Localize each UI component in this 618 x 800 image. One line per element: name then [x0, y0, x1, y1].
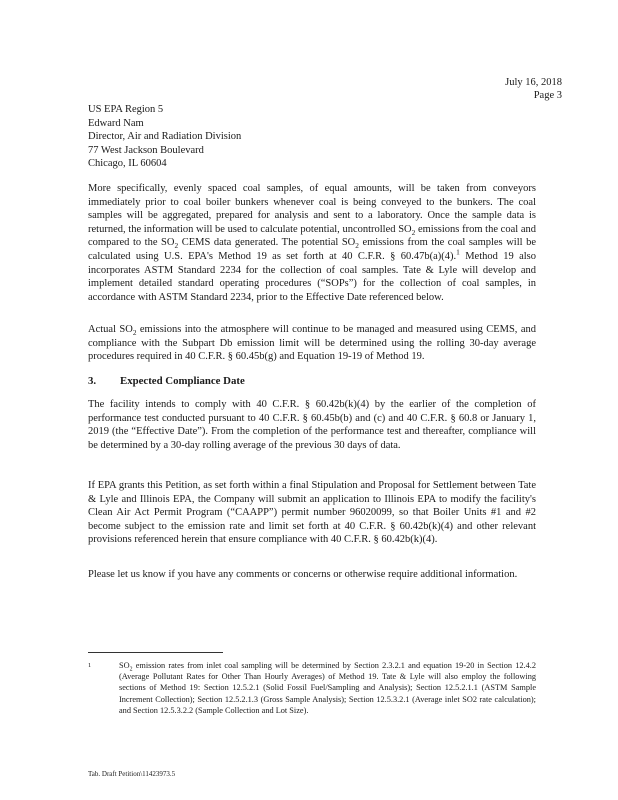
paragraph-compliance-date: The facility intends to comply with 40 C.F.R. § 60.42b(k)(4) by the earlier of the completion of performance test conducted pursuant to 40 C.F.R. § 60.45b(b) and (c) and 40 C.F.R. § 60.8 or January 1, 2019 (the “Effective Date”). From the completion of the performance test and thereafter, compliance will be determined by a 30-day rolling average of the previous 30 days of data.: [88, 399, 536, 451]
address-line: US EPA Region 5: [88, 104, 164, 115]
section-heading: [88, 375, 245, 387]
text-run: Method 19 also incorporates ASTM Standard 2234 for the collection of coal samples. Tate & Lyle will develop and implement detailed standard operating procedures (“SOPs”) for the collection of coal samples, in accordance with ASTM Standard 2234, prior to the Effective Date referenced below.: [88, 250, 536, 303]
section-number: 3.: [88, 375, 97, 387]
page-header: [505, 76, 562, 102]
address-line: Director, Air and Radiation Division: [88, 131, 242, 142]
address-line: Chicago, IL 60604: [88, 158, 167, 169]
subscript: 2: [132, 328, 137, 338]
section-title: Expected Compliance Date: [120, 375, 245, 387]
recipient-address: [88, 103, 241, 171]
text-run: SO: [119, 661, 130, 670]
paragraph-actual-emissions: [88, 323, 536, 364]
address-line: 77 West Jackson Boulevard: [88, 144, 204, 156]
subscript: 2: [411, 227, 416, 237]
subscript: 2: [129, 666, 133, 673]
footnote-marker: 1: [88, 662, 92, 669]
page-number: Page 3: [533, 90, 562, 101]
footnote-divider: [88, 652, 223, 653]
text-run: Actual SO: [88, 324, 133, 335]
text-run: emissions from the coal samples will be calculated using U.S. EPA's Method 19 as set forth at 40 C.F.R. § 60.47b(a)(4).: [88, 237, 536, 262]
subscript: 2: [174, 241, 179, 251]
text-run: emissions from the coal and compared to the SO: [88, 223, 536, 249]
subscript: 2: [355, 241, 359, 251]
paragraph-coal-sampling: [88, 182, 536, 304]
letter-date: July 16, 2018: [505, 77, 562, 88]
paragraph-petition: If EPA grants this Petition, as set forth within a final Stipulation and Proposal for Settlement between Tate & Lyle and Illinois EPA, the Company will submit an application to Illinois EPA to modify the facility's Clean Air Act Permit Program (“CAAPP”) permit number 96020099, so that Boiler Units #1 and #2 become subject to the emission rate and limit set forth at 40 C.F.R. § 60.42b(k)(4) and other relevant provisions referenced herein that ensure compliance with 40 C.F.R. § 60.42b(k)(4).: [88, 480, 536, 546]
address-line: Edward Nam: [88, 117, 144, 129]
document-id: Tab. Draft Petition\11423973.5: [88, 770, 176, 778]
text-run: More specifically, evenly spaced coal samples, of equal amounts, will be taken from conveyors immediately prior to coal boiler bunkers whenever coal is being conveyed to the bunkers. The coal samples will be aggregated, prepared for analysis and sent to a laboratory. Once the sample data is returned, the information will be used to calculate potential, uncontrolled SO: [88, 183, 536, 235]
footnote-reference: 1: [456, 247, 460, 257]
text-run: emissions into the atmosphere will continue to be managed and measured using CEMS, and compliance with the Subpart Db emission limit will be determined using the rolling 30-day average procedures required in 40 C.F.R. § 60.45b(g) and Equation 19-19 of Method 19.: [88, 324, 536, 363]
text-run: emission rates from inlet coal sampling will be determined by Section 2.3.2.1 and equation 19-20 in Section 12.4.2 (Average Pollutant Rates for Other Than Hourly Averages) of Method 19. Tate & Lyle will also employ the following sections of Method 19: Section 12.5.2.1 (Solid Fossil Fuel/Sampling and Analysis); Section 12.5.2.1.1 (ASTM Sample Increment Collection); Section 12.5.2.1.3 (Gross Sample Analysis); Section 12.5.3.2.1 (Average inlet SO2 rate calculation); and Section 12.5.3.2.2 (Sample Collection and Lot Size).: [119, 661, 536, 715]
footnote-text: [119, 660, 536, 716]
paragraph-closing: Please let us know if you have any comments or concerns or otherwise require additional information.: [88, 569, 518, 580]
text-run: CEMS data generated. The potential SO: [178, 237, 356, 249]
